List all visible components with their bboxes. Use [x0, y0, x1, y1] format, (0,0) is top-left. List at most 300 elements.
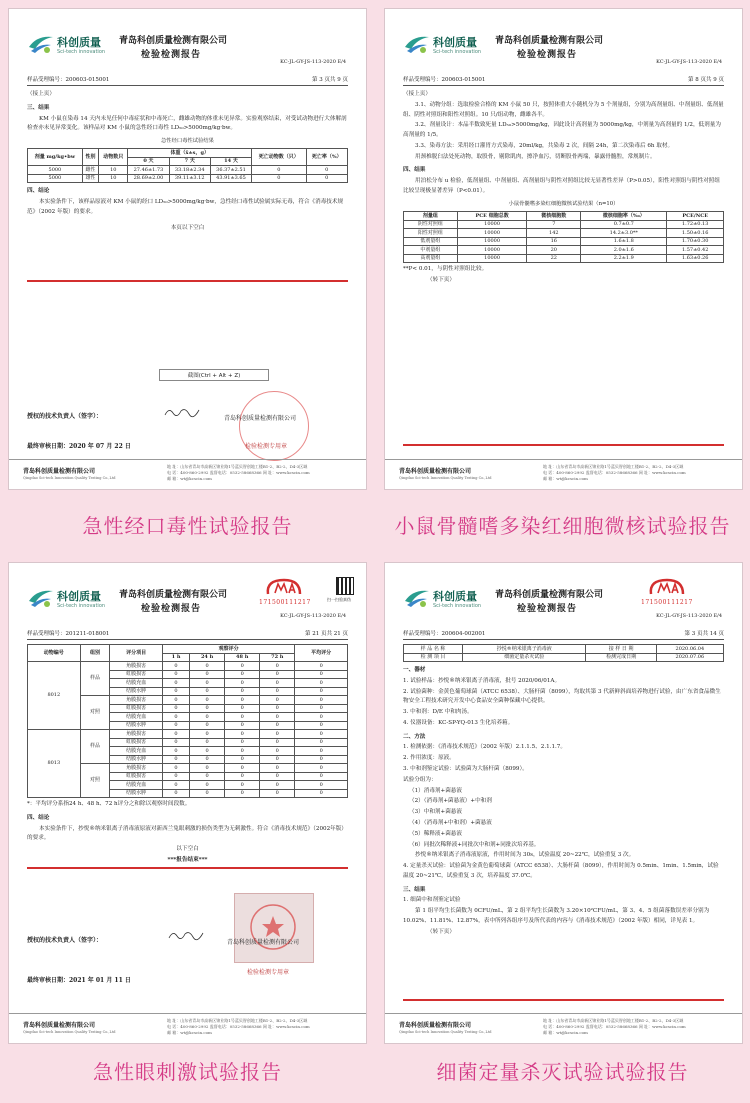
table-cell: 结膜充血: [110, 781, 163, 790]
footer-phone: 电 话：400-860-2992 监督电话：0532-58668366 网 址：www.kcscin.com: [167, 470, 310, 476]
footer-contact: [543, 464, 686, 483]
table-cell: 接 样 日 期: [586, 645, 656, 654]
report-meta: [403, 629, 724, 640]
table-cell: 10000: [457, 246, 527, 255]
table-header: 死亡动物数（只）: [252, 149, 306, 166]
table-cell: 结膜水肿: [110, 687, 163, 696]
footer-phone: 电 话：400-860-2992 监督电话：0532-58668366 网 址：www.kcscin.com: [543, 470, 686, 476]
report-header: [385, 9, 742, 63]
table-row: [28, 174, 348, 183]
table-cell: 0: [260, 730, 295, 739]
table-cell: 结膜水肿: [110, 789, 163, 798]
table-cell: 细菌定量杀灭试验: [463, 653, 586, 662]
table-cell: 0: [162, 781, 189, 790]
group-item: （5）稀释液+菌悬液: [409, 830, 462, 837]
sample-number: 样品受理编号：201211-018001: [27, 631, 110, 637]
table-cell: 检测完成日期: [586, 653, 656, 662]
footer-email: 邮 箱：wt@kcscin.com: [167, 1030, 212, 1036]
report-acute-oral: [8, 8, 367, 490]
table-header: 平均评分: [295, 645, 348, 662]
table-cell: 28.69±2.00: [128, 174, 169, 183]
table-cell: 0: [225, 789, 260, 798]
table-subheader: 72 h: [260, 653, 295, 662]
table-cell: 142: [527, 229, 581, 238]
table-cell: 虹膜损害: [110, 670, 163, 679]
red-divider: [27, 280, 348, 282]
table-cell: 角膜损害: [110, 764, 163, 773]
method-item: 1. 检测依据：《消毒技术规范》（2002 年版）2.1.1.5、2.1.1.7。: [403, 744, 566, 751]
footer-address: 地 址：山东省青岛市高新区锦业路1号蓝贝智创地工楼B1-2、B2-2、D4-3区域: [543, 464, 684, 469]
section-conclusion: 四、结论: [27, 814, 50, 821]
table-header: 体重（x̄±s，g）: [128, 149, 252, 158]
brand-name: 科创质量: [433, 590, 477, 603]
report-header: [385, 563, 742, 617]
method-item: 2. 作用浓度：原液。: [403, 755, 455, 762]
footer-company-en: Qingdao Sci-tech Innovation Quality Testing Co.,Ltd: [23, 476, 116, 480]
brand-english: Sci-tech innovation: [57, 49, 106, 55]
table-header: 剂量组: [404, 212, 458, 221]
footer-company: 青岛科创质量检测有限公司: [399, 468, 472, 475]
table-cell: 0: [225, 781, 260, 790]
report-title: 检验检测报告: [141, 604, 202, 614]
table-cell: 0: [295, 764, 348, 773]
company-logo-icon: [403, 33, 431, 55]
table-cell: 0: [225, 696, 260, 705]
table-cell: 0: [295, 730, 348, 739]
screenshot-hint-box[interactable]: 截图(Ctrl + Alt + Z): [159, 369, 269, 381]
report-micronucleus: [384, 8, 743, 490]
footer-company: 青岛科创质量检测有限公司: [23, 468, 96, 475]
table-cell: 0: [260, 704, 295, 713]
section-methods: 二、方法: [403, 733, 426, 740]
table-cell: 0: [190, 738, 225, 747]
table-row: [28, 730, 348, 739]
document-code: KC-JL-GY-JS-113-2020 E/4: [280, 59, 346, 65]
table-cell: 1.70±0.30: [667, 237, 724, 246]
table-cell: 0: [260, 721, 295, 730]
page-number: 第 8 页共 9 页: [688, 77, 724, 83]
table-cell: 0: [225, 721, 260, 730]
signature-label: 授权的技术负责人（签字）：: [27, 937, 103, 944]
table-cell: 0: [260, 772, 295, 781]
table-cell: 0: [295, 738, 348, 747]
review-date: 最终审核日期：2020 年 07 月 22 日: [27, 443, 131, 450]
table-cell: 7: [527, 220, 581, 229]
results-table: [27, 148, 348, 183]
method-item: 试验分组为：: [403, 776, 437, 783]
table-cell: 0: [162, 738, 189, 747]
caption-eye-irritation: 急性眼刺激试验报告: [93, 1060, 282, 1084]
table-subheader: 0 天: [128, 157, 169, 166]
table-cell: 0: [260, 781, 295, 790]
table-cell: 0: [190, 687, 225, 696]
table-caption: 小鼠骨髓嗜多染红细胞微核试验结果（n=10）: [508, 200, 619, 207]
method-item: 4. 定量杀灭试验：试验菌为金黄色葡萄球菌（ATCC 6538）、大肠杆菌（8099），作用时间为 0.5min、1min、1.5min，试验温度 20~21℃，试验重复 3 次，培养温度 37.0℃。: [403, 863, 719, 879]
sample-number: 样品受理编号：200603-015001: [403, 77, 486, 83]
table-cell: 0: [190, 679, 225, 688]
materials-item: 1. 试验样品：抄悦®纳米银离子消毒液，批号 2020/06/01A。: [403, 677, 561, 684]
table-cell: 0: [225, 670, 260, 679]
footer-contact: [543, 1018, 686, 1037]
table-cell: 0: [190, 670, 225, 679]
table-cell: 0: [295, 662, 348, 671]
table-subheader: 48 h: [225, 653, 260, 662]
red-divider: [403, 999, 724, 1001]
table-cell: 1.6±1.8: [581, 237, 667, 246]
table-header: 动物数只: [99, 149, 128, 166]
footer-email: 邮 箱：wt@kcscin.com: [167, 476, 212, 482]
table-cell: 0: [190, 747, 225, 756]
stamp-label: 检验检测专用章: [245, 443, 288, 450]
table-cell: 0: [162, 713, 189, 722]
materials-item: 4. 仪器设备：KC-SP-YQ-013 生化培养箱。: [403, 719, 514, 726]
table-cell: 0: [295, 687, 348, 696]
table-cell: 0: [295, 747, 348, 756]
table-cell: 0: [306, 174, 348, 183]
report-footer: [385, 459, 742, 489]
table-row: [404, 246, 724, 255]
footer-address: 地 址：山东省青岛市高新区锦业路1号蓝贝智创地工楼B1-2、B2-2、D4-3区域: [543, 1018, 684, 1023]
blank-notice: 以下空白: [176, 846, 199, 853]
table-cell: 对照: [80, 764, 110, 798]
brand-english: Sci-tech innovation: [433, 49, 482, 55]
table-row: [404, 229, 724, 238]
table-header: 组别: [80, 645, 110, 662]
report-header: [9, 9, 366, 63]
table-cell: 结膜充血: [110, 713, 163, 722]
qr-label: 扫一扫验真伪: [327, 597, 351, 602]
table-cell: 0: [225, 687, 260, 696]
table-caption: 急性经口毒性试验结果: [161, 138, 214, 145]
table-cell: 对照: [80, 696, 110, 730]
brand-english: Sci-tech innovation: [57, 603, 106, 609]
company-logo-icon: [27, 33, 55, 55]
qr-code-icon[interactable]: [336, 577, 354, 595]
table-cell: 10000: [457, 237, 527, 246]
next-page-note: （转下页）: [427, 928, 455, 935]
signature-icon: [167, 928, 207, 942]
table-cell: 0: [260, 670, 295, 679]
table-cell: 0: [260, 747, 295, 756]
table-row: [404, 237, 724, 246]
table-cell: 0: [225, 755, 260, 764]
table-note: **P< 0.01，与阴性对照组比较。: [403, 266, 488, 273]
table-cell: 0: [295, 704, 348, 713]
sample-number: 样品受理编号：200604-002001: [403, 631, 486, 637]
table-cell: 抄悦®纳米银离子消毒液: [463, 645, 586, 654]
table-cell: 2.0±1.6: [581, 246, 667, 255]
table-header: PCE/NCE: [667, 212, 724, 221]
table-cell: 0: [225, 772, 260, 781]
report-body: [403, 90, 724, 286]
method-item: 3. 中和剂鉴定试验：试验菌为大肠杆菌（8099）。: [403, 766, 528, 773]
table-cell: 1.63±0.26: [667, 254, 724, 263]
section-materials: 一、器材: [403, 667, 426, 673]
table-cell: 33.18±2.34: [169, 166, 210, 175]
table-cell: 0: [225, 704, 260, 713]
brand-english: Sci-tech innovation: [433, 603, 482, 609]
table-row: [28, 166, 348, 175]
table-cell: 0: [190, 662, 225, 671]
report-end: ***报告结束***: [167, 856, 208, 863]
footer-phone: 电 话：400-860-2992 监督电话：0532-58668366 网 址：www.kcscin.com: [167, 1024, 310, 1030]
table-cell: 8013: [28, 730, 81, 798]
report-footer: [9, 459, 366, 489]
table-cell: 39.11±3.12: [169, 174, 210, 183]
table-header: 微核细胞数: [527, 212, 581, 221]
table-cell: 5000: [28, 166, 83, 175]
footer-phone: 电 话：400-860-2992 监督电话：0532-58668366 网 址：www.kcscin.com: [543, 1024, 686, 1030]
table-cell: 0: [260, 713, 295, 722]
table-cell: 0: [225, 713, 260, 722]
method-item: 抄悦®纳米银离子消毒液原液，作用时间为 30s，试验温度 20~22℃，试验重复 3 次。: [415, 852, 635, 859]
report-meta: [27, 75, 348, 86]
table-cell: 样 品 名 称: [404, 645, 463, 654]
caption-micronucleus: 小鼠骨髓嗜多染红细胞微核试验报告: [394, 514, 731, 538]
method-paragraph: 3.3、染毒方法：采用经口灌胃方式染毒，20ml/kg，共染毒 2 次，间隔 24h，第二次染毒后 6h 取材。: [415, 142, 674, 149]
table-cell: 0: [225, 679, 260, 688]
table-header: PCE 细胞总数: [457, 212, 527, 221]
method-paragraph: 3.2、剂量设计：本品半数致死量 LD₅₀>5000mg/kg，因此设计高剂量为 5000mg/kg，中剂量为高剂量的 1/2，低剂量为高剂量的 1/5。: [403, 122, 721, 139]
cma-number: 171500111217: [259, 599, 311, 606]
group-item: （2）（消毒剂+菌悬液）+中和剂: [409, 798, 492, 805]
materials-item: 2. 试验菌种：金黄色葡萄球菌（ATCC 6538）、大肠杆菌（8099），均取其第 3 代新鲜斜面培养物进行试验，由广东省食品微生物安全工程技术研究开发中心食品安全菌种保藏中心提供。: [403, 688, 721, 705]
table-cell: 0: [260, 662, 295, 671]
table-cell: 5000: [28, 174, 83, 183]
report-body: [27, 644, 348, 866]
table-cell: 0: [162, 662, 189, 671]
table-cell: 36.37±2.51: [210, 166, 251, 175]
page-number: 第 21 页共 21 页: [305, 631, 348, 637]
table-header: 剂量 mg/kg•bw: [28, 149, 83, 166]
table-cell: 0: [295, 772, 348, 781]
footer-contact: [167, 1018, 310, 1037]
company-logo-icon: [27, 587, 55, 609]
table-cell: 低剂量组: [404, 237, 458, 246]
table-cell: 0: [190, 781, 225, 790]
table-cell: 0: [162, 704, 189, 713]
group-item: （1）消毒剂+菌悬液: [409, 787, 462, 794]
table-cell: 虹膜损害: [110, 772, 163, 781]
footer-company: 青岛科创质量检测有限公司: [399, 1022, 472, 1029]
blank-notice: 本页以下空白: [170, 224, 205, 231]
report-body: [27, 90, 348, 234]
table-cell: 22: [527, 254, 581, 263]
report-eye-irritation: [8, 562, 367, 1044]
report-title: 检验检测报告: [517, 50, 578, 60]
report-bactericidal: [384, 562, 743, 1044]
table-row: [28, 662, 348, 671]
continued-note: （接上页）: [27, 91, 55, 97]
brand-name: 科创质量: [433, 36, 477, 49]
table-cell: 16: [527, 237, 581, 246]
table-cell: 0: [260, 789, 295, 798]
table-cell: 0: [162, 687, 189, 696]
table-subheader: 7 天: [169, 157, 210, 166]
table-cell: 虹膜损害: [110, 704, 163, 713]
report-meta: [403, 75, 724, 86]
results-paragraph: KM 小鼠在染毒 14 天内未见任何中毒症状和中毒死亡，雌雄动物的体重未见异常。实验观察结束，对受试动物进行大体解剖检查亦未见异常变化。该样品对 KM 小鼠的急性经口毒性 LD₅₀>5000mg/kg·bw。: [27, 115, 347, 132]
company-stamp-icon: [239, 391, 309, 461]
red-divider: [403, 444, 724, 446]
page-number: 第 3 页共 14 页: [684, 631, 724, 637]
table-cell: 样品: [80, 730, 110, 764]
table-header: 微核细胞率（‰）: [581, 212, 667, 221]
table-cell: 0: [162, 755, 189, 764]
table-cell: 雌性: [82, 166, 98, 175]
results-item: 1. 细菌中和剂鉴定试验: [403, 897, 461, 904]
table-cell: 2020.07.06: [656, 653, 723, 662]
report-header: [9, 563, 366, 617]
cma-mark-icon: [264, 577, 304, 597]
footer-email: 邮 箱：wt@kcscin.com: [543, 1030, 588, 1036]
table-cell: 0: [190, 789, 225, 798]
cma-mark-icon: [647, 577, 687, 597]
table-cell: 0: [260, 696, 295, 705]
table-cell: 8012: [28, 662, 81, 730]
table-cell: 0: [295, 781, 348, 790]
stamp-company: 青岛科创质量检测有限公司: [227, 939, 300, 946]
table-row: [404, 220, 724, 229]
footer-company-en: Qingdao Sci-tech Innovation Quality Testing Co.,Ltd: [399, 476, 492, 480]
table-header: 死亡率（%）: [306, 149, 348, 166]
table-cell: 0: [162, 696, 189, 705]
table-cell: 0: [252, 174, 306, 183]
table-cell: 20: [527, 246, 581, 255]
table-cell: 0: [260, 755, 295, 764]
red-divider: [27, 867, 348, 869]
table-cell: 1.57±0.42: [667, 246, 724, 255]
table-cell: 1.72±0.13: [667, 220, 724, 229]
caption-acute-oral: 急性经口毒性试验报告: [82, 514, 293, 538]
table-cell: 10: [99, 174, 128, 183]
table-cell: 0: [162, 764, 189, 773]
table-cell: 1.50±0.16: [667, 229, 724, 238]
table-cell: 0: [295, 713, 348, 722]
stamp-label: 检验检测专用章: [247, 969, 290, 976]
table-cell: 0: [190, 755, 225, 764]
table-header: 评分项目: [110, 645, 163, 662]
table-row: [404, 653, 724, 662]
table-cell: 结膜水肿: [110, 755, 163, 764]
footer-address: 地 址：山东省青岛市高新区锦业路1号蓝贝智创地工楼B1-2、B2-2、D4-3区域: [167, 464, 308, 469]
table-cell: 0: [162, 772, 189, 781]
section-results: 四、结果: [403, 167, 426, 174]
table-cell: 14.2±3.0**: [581, 229, 667, 238]
table-cell: 0: [295, 679, 348, 688]
footer-email: 邮 箱：wt@kcscin.com: [543, 476, 588, 482]
report-footer: [9, 1013, 366, 1043]
table-cell: 0: [190, 696, 225, 705]
method-paragraph: 3.1、动物分组：选取检验合格的 KM 小鼠 50 只，按照体重大小随机分为 5 个剂量组，分别为高剂量组、中剂量组、低剂量组、阴性对照组和阳性对照组。10 只/组动物，雌雄各半。: [403, 101, 724, 118]
table-cell: 结膜充血: [110, 679, 163, 688]
table-cell: 10000: [457, 220, 527, 229]
document-code: KC-JL-GY-JS-113-2020 E/4: [656, 59, 722, 65]
table-cell: 10: [99, 166, 128, 175]
table-cell: 0: [190, 730, 225, 739]
document-code: KC-JL-GY-JS-113-2020 E/4: [280, 613, 346, 619]
signature-label: 授权的技术负责人（签字）：: [27, 413, 103, 420]
group-item: （4）（消毒剂+中和剂）+菌悬液: [409, 819, 492, 826]
table-cell: 虹膜损害: [110, 738, 163, 747]
caption-bactericidal: 细菌定量杀灭试验试验报告: [436, 1060, 689, 1084]
materials-item: 3. 中和剂：D/E 中和肉汤。: [403, 709, 473, 716]
table-cell: 0: [260, 764, 295, 773]
table-cell: 阳性对照组: [404, 229, 458, 238]
footer-company: 青岛科创质量检测有限公司: [23, 1022, 96, 1029]
sample-number: 样品受理编号：200603-015001: [27, 77, 110, 83]
table-cell: 角膜损害: [110, 730, 163, 739]
company-name: 青岛科创质量检测有限公司: [119, 36, 228, 46]
table-cell: 0: [295, 789, 348, 798]
table-cell: 阴性对照组: [404, 220, 458, 229]
table-row: [404, 645, 724, 654]
table-cell: 0: [190, 772, 225, 781]
results-paragraph: 第 1 组平均生长菌数为 0CFU/mL，第 2 组平均生长菌数为 3.20×10²CFU/mL，第 3、4、5 组菌落数误差率分别为 10.02%、11.81%、12.87%，表中所列各组序号及所代表的内容与《消毒技术规范》（2002 年版）相同，详见表 1。: [403, 908, 710, 924]
footer-contact: [167, 464, 310, 483]
section-results: 三、结果: [27, 104, 50, 111]
table-cell: 角膜损害: [110, 696, 163, 705]
company-logo-icon: [403, 587, 431, 609]
company-name: 青岛科创质量检测有限公司: [495, 590, 604, 600]
table-header: 性别: [82, 149, 98, 166]
cma-number: 171500111217: [641, 599, 693, 606]
results-paragraph: 用泊松分布 u 检验，低剂量组、中剂量组、高剂量组与阴性对照组比较无显著性差异（P>0.05），阳性对照组与阴性对照组比较呈现极显著差异（P<0.01）。: [403, 178, 720, 195]
next-page-note: （转下页）: [427, 276, 455, 283]
table-header: 动物编号: [28, 645, 81, 662]
company-name: 青岛科创质量检测有限公司: [495, 36, 604, 46]
table-cell: 0: [162, 789, 189, 798]
table-cell: 0: [295, 696, 348, 705]
footer-company-en: Qingdao Sci-tech Innovation Quality Testing Co.,Ltd: [399, 1030, 492, 1034]
table-cell: 0: [225, 764, 260, 773]
table-cell: 2.2±1.9: [581, 254, 667, 263]
table-cell: 10000: [457, 254, 527, 263]
table-cell: 0: [225, 738, 260, 747]
conclusion-paragraph: 本实验条件下，抄悦®纳米银离子消毒液原液对新西兰兔眼刺激的损伤类型为无刺激性。符合《消毒技术规范》（2002年版）的要求。: [27, 825, 347, 842]
group-item: （3）中和剂+菌悬液: [409, 809, 462, 816]
section-results: 三、结果: [403, 886, 426, 893]
group-item: （6）同批次稀释液+同批次中和剂+同批次培养基。: [409, 841, 540, 848]
table-cell: 0: [295, 755, 348, 764]
report-body: [403, 644, 724, 938]
table-cell: 0: [306, 166, 348, 175]
table-cell: 0: [190, 721, 225, 730]
report-title: 检验检测报告: [141, 50, 202, 60]
page-number: 第 3 页共 9 页: [312, 77, 348, 83]
table-cell: 0: [260, 687, 295, 696]
footer-company-en: Qingdao Sci-tech Innovation Quality Testing Co.,Ltd: [23, 1030, 116, 1034]
table-subheader: 14 天: [210, 157, 251, 166]
table-cell: 43.91±3.65: [210, 174, 251, 183]
continued-note: （接上页）: [403, 91, 431, 97]
brand-name: 科创质量: [57, 590, 101, 603]
table-cell: 0: [260, 738, 295, 747]
document-code: KC-JL-GY-JS-113-2020 E/4: [656, 613, 722, 619]
section-conclusion: 四、结论: [27, 188, 50, 195]
table-cell: 0: [162, 670, 189, 679]
table-cell: 0: [295, 670, 348, 679]
table-note: *：平均评分系指24 h、48 h、72 h评分之和除以观察时间段数。: [27, 801, 191, 807]
table-cell: 检 测 项 目: [404, 653, 463, 662]
table-cell: 27.46±1.73: [128, 166, 169, 175]
table-subheader: 24 h: [190, 653, 225, 662]
table-cell: 样品: [80, 662, 110, 696]
brand-name: 科创质量: [57, 36, 101, 49]
table-cell: 0: [190, 704, 225, 713]
report-meta: [27, 629, 348, 640]
report-title: 检验检测报告: [517, 604, 578, 614]
